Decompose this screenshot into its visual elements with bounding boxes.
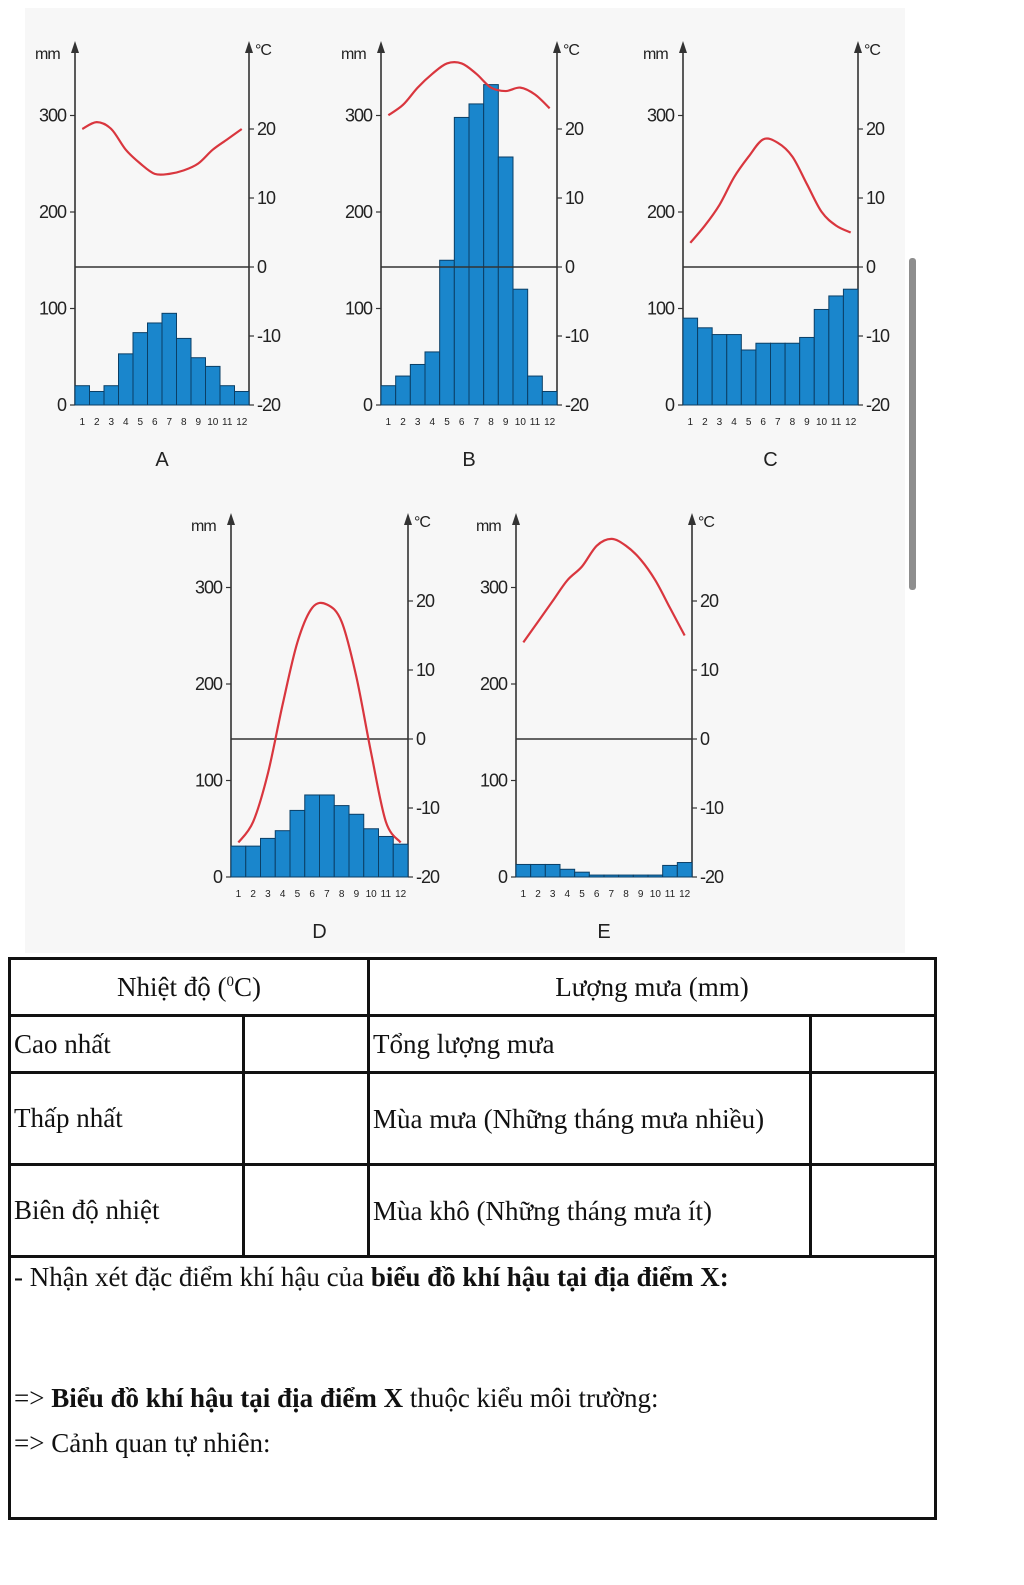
left-axis-arrow: [71, 41, 79, 53]
precipitation-bar: [498, 157, 513, 405]
precipitation-bar: [410, 364, 425, 405]
month-tick-label: 3: [414, 417, 421, 428]
precipitation-bar: [305, 795, 320, 877]
temperature-curve: [82, 122, 242, 175]
month-tick-label: 5: [579, 889, 585, 900]
precipitation-bar: [393, 844, 408, 877]
month-tick-label: 2: [535, 889, 541, 900]
temp-tick-label: 20: [866, 119, 885, 139]
precipitation-bar: [785, 343, 800, 405]
rain-tick-label: 0: [664, 395, 674, 415]
month-tick-label: 12: [395, 889, 407, 900]
precipitation-bar: [235, 391, 250, 405]
precipitation-unit: mm: [341, 46, 366, 63]
month-tick-label: 8: [180, 417, 187, 428]
precipitation-bar: [814, 309, 829, 405]
month-tick-label: 10: [365, 889, 377, 900]
temp-range-label: Biên độ nhiệt: [10, 1165, 244, 1257]
month-tick-label: 4: [122, 417, 129, 428]
chart-title: D: [312, 921, 327, 943]
climate-chart-c: [643, 41, 890, 471]
precipitation-bar: [531, 864, 546, 877]
climate-charts-svg: [25, 8, 905, 953]
precipitation-bar: [148, 323, 163, 405]
month-tick-label: 9: [353, 889, 360, 900]
chart-title: E: [597, 921, 611, 943]
month-tick-label: 8: [488, 417, 494, 428]
temperature-header: Nhiệt độ ($^0$C): [10, 959, 369, 1016]
temperature-curve: [690, 139, 850, 243]
rain-tick-label: 300: [479, 577, 507, 598]
climate-chart-a: [35, 41, 281, 471]
table-header-row: [10, 959, 936, 1016]
precipitation-bar: [800, 337, 815, 405]
month-tick-label: 4: [731, 417, 737, 428]
temp-tick-label: -20: [866, 395, 890, 415]
environment-conclusion: => Biểu đồ khí hậu tại địa điểm X thuộc kiểu môi trường:: [14, 1383, 659, 1413]
month-tick-label: 5: [294, 889, 301, 900]
temp-tick-label: -10: [416, 798, 440, 818]
table-row: [10, 1073, 936, 1165]
precipitation-bar: [162, 313, 177, 405]
precipitation-bar: [246, 846, 261, 877]
month-tick-label: 6: [309, 889, 315, 900]
precipitation-bar: [381, 386, 396, 405]
right-axis-arrow: [245, 41, 253, 53]
landscape-conclusion: => Cảnh quan tự nhiên:: [14, 1428, 271, 1458]
month-tick-label: 7: [775, 417, 781, 428]
month-tick-label: 7: [324, 889, 330, 900]
month-tick-label: 4: [429, 417, 436, 428]
table-row: [10, 1257, 936, 1519]
precipitation-bar: [104, 386, 119, 405]
precipitation-bar: [133, 333, 148, 405]
precipitation-bar: [231, 846, 246, 877]
month-tick-label: 6: [458, 417, 465, 428]
temp-tick-label: 10: [257, 188, 276, 208]
chart-title: C: [763, 449, 778, 471]
month-tick-label: 12: [236, 417, 248, 428]
month-tick-label: 4: [279, 889, 286, 900]
month-tick-label: 5: [745, 417, 752, 428]
analysis-notes-cell[interactable]: [10, 1257, 936, 1519]
rain-tick-label: 0: [212, 867, 222, 887]
climate-chart-e: [476, 513, 724, 943]
rain-tick-label: 100: [344, 298, 372, 319]
month-tick-label: 2: [250, 889, 256, 900]
precipitation-bar: [177, 338, 192, 405]
min-temp-answer-cell[interactable]: [244, 1073, 369, 1165]
temp-tick-label: 10: [866, 188, 885, 208]
month-tick-label: 10: [815, 417, 828, 428]
rain-tick-label: 0: [497, 867, 507, 887]
rain-tick-label: 0: [56, 395, 66, 415]
wet-season-label: Mùa mưa (Những tháng mưa nhiều): [369, 1073, 811, 1165]
climate-chart-b: [341, 41, 589, 471]
precipitation-bar: [589, 875, 604, 877]
temperature-unit: °C: [698, 514, 714, 531]
rain-tick-label: 200: [646, 202, 674, 222]
month-tick-label: 7: [166, 417, 173, 428]
precipitation-bar: [513, 289, 528, 405]
temperature-curve: [523, 539, 684, 643]
climate-charts-panel: [25, 8, 905, 953]
table-row: [10, 1016, 936, 1073]
rain-tick-label: 200: [38, 202, 66, 222]
precipitation-bar: [542, 391, 557, 405]
precipitation-bar: [741, 350, 756, 405]
precipitation-bar: [771, 343, 786, 405]
temp-tick-label: -10: [866, 326, 890, 346]
table-row: [10, 1165, 936, 1257]
precipitation-bar: [727, 335, 742, 405]
precipitation-bar: [220, 386, 235, 405]
month-tick-label: 3: [716, 417, 723, 428]
precipitation-bar: [545, 864, 560, 877]
month-tick-label: 5: [444, 417, 450, 428]
month-tick-label: 2: [93, 417, 100, 428]
precipitation-header: Lượng mưa (mm): [369, 959, 936, 1016]
right-axis-arrow: [688, 513, 696, 525]
month-tick-label: 8: [623, 889, 629, 900]
temperature-unit: °C: [864, 42, 880, 59]
month-tick-label: 9: [502, 417, 509, 428]
month-tick-label: 11: [830, 417, 842, 428]
month-tick-label: 6: [593, 889, 600, 900]
month-tick-label: 1: [520, 889, 527, 900]
precipitation-bar: [261, 838, 276, 877]
month-tick-label: 6: [760, 417, 766, 428]
temp-tick-label: 0: [700, 729, 710, 749]
temperature-unit: °C: [414, 514, 430, 531]
wet-season-answer-cell[interactable]: [811, 1073, 936, 1165]
rain-tick-label: 200: [194, 674, 222, 694]
month-tick-label: 12: [679, 889, 691, 900]
temp-tick-label: 10: [416, 660, 435, 680]
max-temp-label: Cao nhất: [10, 1016, 244, 1073]
precipitation-bar: [683, 318, 698, 405]
temp-tick-label: 20: [416, 591, 435, 611]
month-tick-label: 11: [380, 889, 392, 900]
temp-tick-label: 10: [565, 188, 584, 208]
precipitation-unit: mm: [191, 518, 216, 535]
temp-tick-label: 20: [257, 119, 276, 139]
month-tick-label: 1: [687, 417, 694, 428]
temp-range-answer-cell[interactable]: [244, 1165, 369, 1257]
temp-tick-label: 0: [257, 257, 267, 277]
dry-season-label: Mùa khô (Những tháng mưa ít): [369, 1165, 811, 1257]
temp-tick-label: 10: [700, 660, 719, 680]
precipitation-bar: [575, 872, 590, 877]
left-axis-arrow: [227, 513, 235, 525]
month-tick-label: 4: [564, 889, 571, 900]
precipitation-bar: [90, 391, 105, 405]
notes-prompt: - Nhận xét đặc điểm khí hậu của biểu đồ khí hậu tại địa điểm X:: [14, 1262, 729, 1292]
month-tick-label: 9: [195, 417, 202, 428]
chart-title: A: [155, 449, 169, 471]
rain-tick-label: 300: [646, 105, 674, 126]
left-axis-arrow: [377, 41, 385, 53]
rain-tick-label: 100: [479, 770, 507, 791]
month-tick-label: 7: [473, 417, 480, 428]
notes-answer-space[interactable]: [14, 1293, 931, 1383]
rain-tick-label: 300: [344, 105, 372, 126]
precipitation-bar: [119, 354, 134, 405]
precipitation-bar: [425, 352, 440, 405]
month-tick-label: 7: [608, 889, 615, 900]
temp-tick-label: -10: [257, 326, 281, 346]
rain-tick-label: 200: [479, 674, 507, 694]
precipitation-bar: [677, 863, 692, 877]
vertical-scrollbar[interactable]: [909, 258, 916, 590]
precipitation-bar: [320, 795, 335, 877]
month-tick-label: 1: [235, 889, 242, 900]
total-rain-answer-cell[interactable]: [811, 1016, 936, 1073]
precipitation-bar: [663, 865, 678, 877]
month-tick-label: 11: [222, 417, 233, 428]
temp-tick-label: 0: [866, 257, 876, 277]
month-tick-label: 12: [544, 417, 556, 428]
month-tick-label: 1: [385, 417, 392, 428]
temp-tick-label: 0: [416, 729, 426, 749]
precipitation-bar: [528, 376, 543, 405]
precipitation-bar: [712, 335, 727, 405]
chart-title: B: [462, 449, 476, 471]
left-axis-arrow: [679, 41, 687, 53]
total-rain-label: Tổng lượng mưa: [369, 1016, 811, 1073]
temp-tick-label: -10: [700, 798, 724, 818]
rain-tick-label: 0: [362, 395, 372, 415]
rain-tick-label: 100: [38, 298, 66, 319]
month-tick-label: 2: [702, 417, 708, 428]
month-tick-label: 10: [207, 417, 219, 428]
temp-tick-label: -20: [700, 867, 724, 887]
month-tick-label: 10: [649, 889, 661, 900]
temp-tick-label: -20: [257, 395, 281, 415]
precipitation-bar: [379, 836, 394, 877]
left-axis-arrow: [512, 513, 520, 525]
month-tick-label: 10: [514, 417, 526, 428]
month-tick-label: 8: [338, 889, 345, 900]
right-axis-arrow: [854, 41, 862, 53]
temp-tick-label: 20: [700, 591, 719, 611]
month-tick-label: 3: [549, 889, 556, 900]
precipitation-bar: [756, 343, 771, 405]
precipitation-bar: [75, 386, 90, 405]
precipitation-unit: mm: [643, 46, 668, 63]
month-tick-label: 8: [789, 417, 796, 428]
month-tick-label: 3: [108, 417, 115, 428]
dry-season-answer-cell[interactable]: [811, 1165, 936, 1257]
precipitation-bar: [440, 260, 455, 405]
temperature-unit: °C: [563, 42, 579, 59]
month-tick-label: 1: [79, 417, 86, 428]
precipitation-bar: [619, 875, 634, 877]
temp-tick-label: -10: [565, 326, 589, 346]
right-axis-arrow: [404, 513, 412, 525]
precipitation-bar: [454, 117, 469, 405]
precipitation-bar: [364, 829, 379, 877]
climate-worksheet-table: [8, 957, 937, 1520]
month-tick-label: 9: [637, 889, 644, 900]
precipitation-bar: [334, 806, 349, 877]
precipitation-bar: [829, 296, 844, 405]
month-tick-label: 9: [804, 417, 810, 428]
temp-tick-label: 20: [565, 119, 584, 139]
precipitation-bar: [633, 875, 648, 877]
month-tick-label: 11: [664, 889, 676, 900]
precipitation-bar: [516, 864, 531, 877]
precipitation-bar: [349, 814, 364, 877]
month-tick-label: 5: [137, 417, 144, 428]
precipitation-bar: [191, 358, 206, 405]
precipitation-bar: [484, 85, 499, 405]
temp-tick-label: -20: [416, 867, 440, 887]
month-tick-label: 6: [151, 417, 158, 428]
precipitation-bar: [290, 810, 305, 877]
temp-tick-label: 0: [565, 257, 575, 277]
climate-chart-d: [191, 513, 440, 943]
precipitation-bar: [206, 366, 221, 405]
precipitation-bar: [275, 831, 290, 877]
month-tick-label: 11: [529, 417, 541, 428]
right-axis-arrow: [553, 41, 561, 53]
temperature-unit: °C: [255, 42, 271, 59]
max-temp-answer-cell[interactable]: [244, 1016, 369, 1073]
rain-tick-label: 100: [646, 298, 674, 319]
precipitation-bar: [604, 875, 619, 877]
precipitation-unit: mm: [35, 46, 60, 63]
min-temp-label: Thấp nhất: [10, 1073, 244, 1165]
rain-tick-label: 100: [194, 770, 222, 791]
precipitation-bar: [698, 328, 713, 405]
precipitation-bar: [648, 875, 663, 877]
precipitation-bar: [560, 869, 575, 877]
rain-tick-label: 200: [344, 202, 372, 222]
month-tick-label: 12: [845, 417, 857, 428]
precipitation-bar: [843, 289, 858, 405]
precipitation-unit: mm: [476, 518, 501, 535]
temp-tick-label: -20: [565, 395, 589, 415]
precipitation-bar: [469, 104, 484, 405]
rain-tick-label: 300: [38, 105, 66, 126]
precipitation-bar: [396, 376, 411, 405]
month-tick-label: 3: [265, 889, 271, 900]
rain-tick-label: 300: [194, 577, 222, 598]
month-tick-label: 2: [400, 417, 406, 428]
